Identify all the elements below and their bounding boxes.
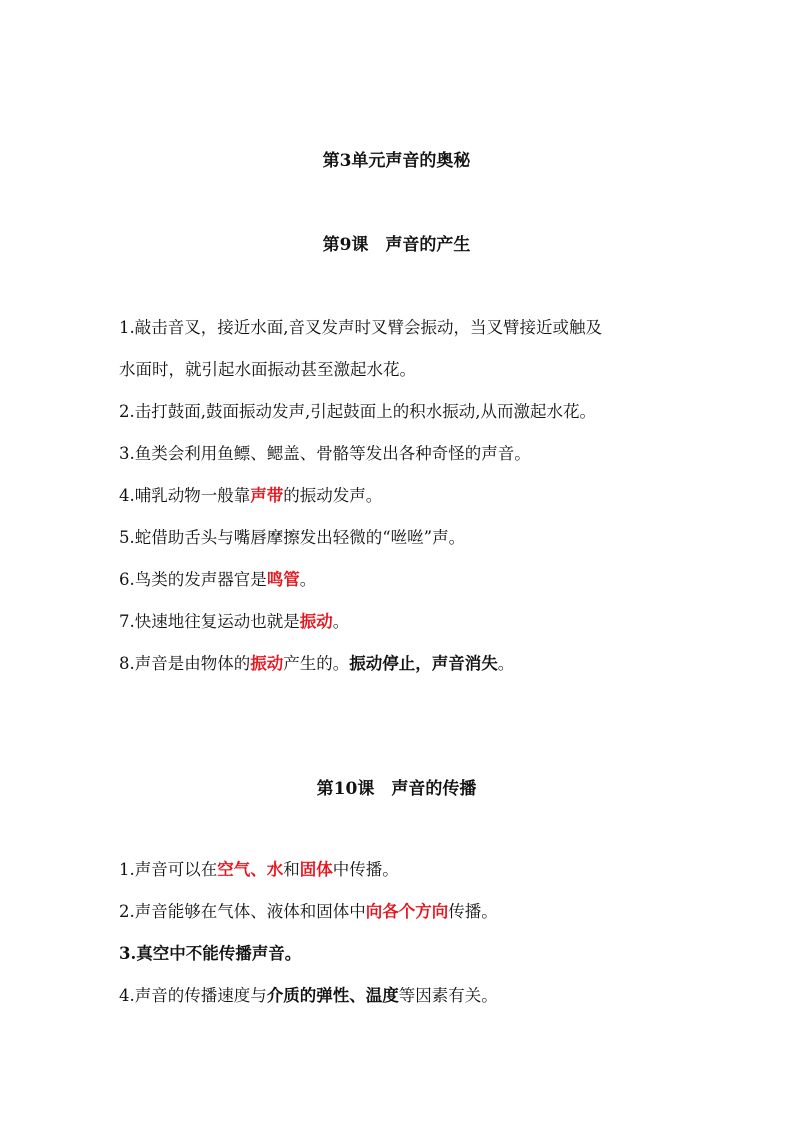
item-text: 7.快速地往复运动也就是: [119, 612, 300, 631]
item-text: 1.声音可以在: [119, 860, 218, 879]
item-text: 。: [299, 570, 317, 589]
item-text: 中传播。: [332, 860, 399, 879]
item-text: 传播。: [448, 902, 498, 921]
lesson-9-item-7: [119, 608, 349, 632]
lesson-10-item-2: [119, 898, 498, 922]
item-text: 产生的。: [283, 654, 350, 673]
item-text: 的振动发声。: [283, 486, 383, 505]
lesson-9-title: 第9课 声音的产生: [322, 235, 471, 255]
lesson-10-item-4: [119, 982, 498, 1006]
lesson-9-item-8: [119, 650, 514, 674]
highlight-term: 固体: [299, 860, 333, 879]
item-text: 4.声音的传播速度与: [119, 986, 267, 1005]
bold-term: 介质的弹性、温度: [266, 986, 399, 1005]
highlight-term: 向各个方向: [365, 902, 449, 921]
lesson-9-item-5: 5.蛇借助舌头与嘴唇摩擦发出轻微的“咝咝”声。: [119, 528, 466, 547]
highlight-term: 鸣管: [266, 570, 300, 589]
lesson-10-item-3: 3.真空中不能传播声音。: [119, 944, 302, 963]
lesson-10-title: 第10课 声音的传播: [316, 779, 477, 799]
item-text: 。: [497, 654, 515, 673]
lesson-9-item-6: [119, 566, 316, 590]
item-text: 。: [332, 612, 350, 631]
lesson-9-item-2: 2.击打鼓面,鼓面振动发声,引起鼓面上的积水振动,从而激起水花。: [119, 402, 596, 421]
lesson-9-item-1-line-2: 水面时，就引起水面振动甚至激起水花。: [119, 360, 416, 379]
item-text: 和: [283, 860, 300, 879]
lesson-9-item-1-line-1: 1.敲击音叉，接近水面,音叉发声时叉臂会振动，当叉臂接近或触及: [119, 318, 602, 337]
item-text: 2.声音能够在气体、液体和固体中: [119, 902, 366, 921]
highlight-term: 振动: [299, 612, 333, 631]
lesson-9-item-4: [119, 482, 382, 506]
item-text: 4.哺乳动物一般靠: [119, 486, 251, 505]
highlight-term: 声带: [250, 486, 284, 505]
highlight-term: 空气、水: [217, 860, 284, 879]
item-text: 6.鸟类的发声器官是: [119, 570, 267, 589]
bold-term: 振动停止，声音消失: [349, 654, 498, 673]
unit-title: 第3单元声音的奥秘: [322, 151, 471, 171]
highlight-term: 振动: [250, 654, 284, 673]
item-text: 8.声音是由物体的: [119, 654, 251, 673]
lesson-9-item-3: 3.鱼类会利用鱼鳔、鳃盖、骨骼等发出各种奇怪的声音。: [119, 444, 531, 463]
lesson-10-item-1: [119, 856, 399, 880]
item-text: 等因素有关。: [398, 986, 498, 1005]
